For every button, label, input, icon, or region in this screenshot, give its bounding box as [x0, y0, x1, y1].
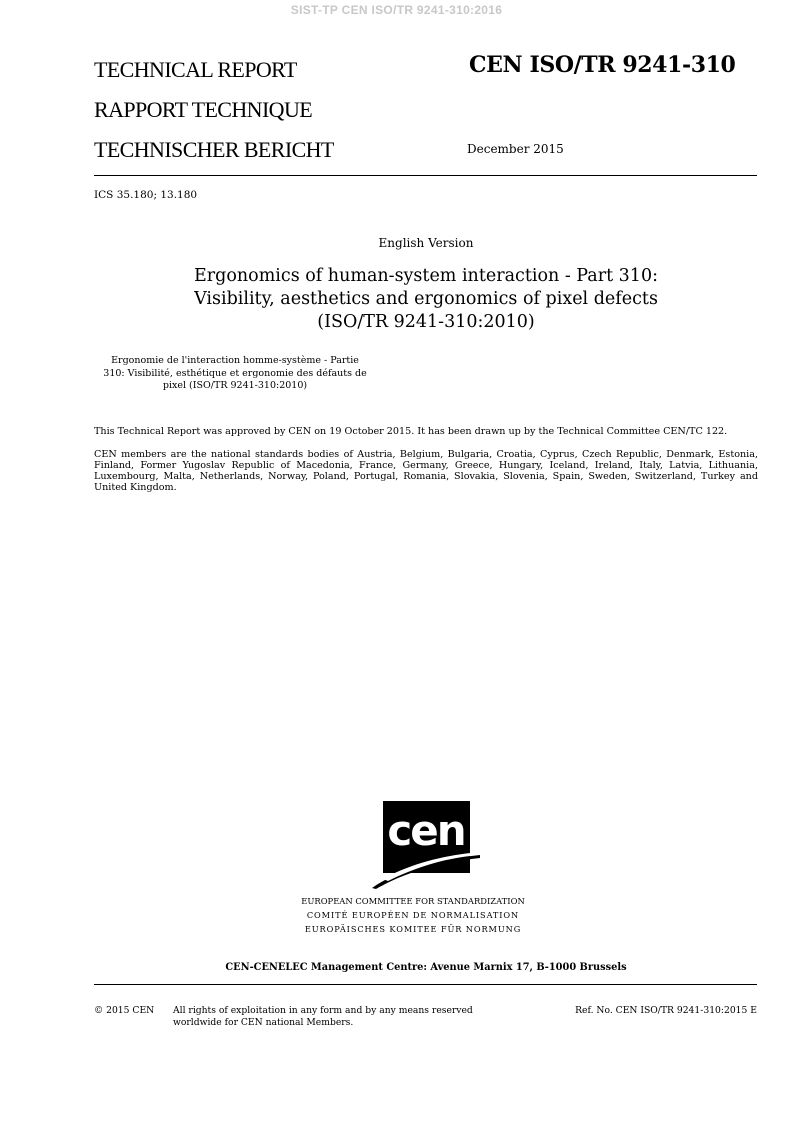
doc-type-en: TECHNICAL REPORT [94, 57, 297, 82]
approval-statement: This Technical Report was approved by CEN on 19 October 2015. It has been drawn up by the Technical Committee CEN/TC 122. [94, 426, 728, 437]
document-title [100, 265, 752, 334]
title-line-2: Visibility, aesthetics and ergonomics of pixel defects [194, 289, 658, 309]
doc-type-de: TECHNISCHER BERICHT [94, 137, 334, 162]
management-centre: CEN-CENELEC Management Centre: Avenue Marnix 17, B-1000 Brussels [225, 962, 627, 973]
reference-number: Ref. No. CEN ISO/TR 9241-310:2015 E [575, 1005, 757, 1016]
committee-name-en: EUROPEAN COMMITTEE FOR STANDARDIZATION [301, 896, 525, 906]
fr-title-line-1: Ergonomie de l'interaction homme-système - Partie [111, 355, 359, 366]
fr-title-line-2: 310: Visibilité, esthétique et ergonomie des défauts de [103, 367, 367, 379]
publication-date: December 2015 [467, 142, 564, 156]
rights-statement [173, 1005, 473, 1028]
committee-name-de: EUROPÄISCHES KOMITEE FÜR NORMUNG [304, 924, 522, 934]
standard-number: CEN ISO/TR 9241-310 [469, 52, 736, 78]
copyright: © 2015 CEN [94, 1005, 155, 1016]
cen-logo-text: cen [387, 806, 465, 855]
ics-codes: ICS 35.180; 13.180 [94, 189, 198, 201]
rights-line-2: worldwide for CEN national Members. [173, 1016, 354, 1028]
rights-line-1: All rights of exploitation in any form and by any means reserved [173, 1005, 473, 1016]
french-title [80, 355, 390, 393]
cen-logo-icon [372, 801, 482, 889]
title-line-1: Ergonomics of human-system interaction - Part 310: [194, 266, 658, 286]
header-rule [94, 175, 757, 176]
version-label: English Version [378, 236, 474, 250]
footer-rule [94, 984, 757, 985]
watermark: SIST-TP CEN ISO/TR 9241-310:2016 [290, 3, 503, 17]
title-line-3: (ISO/TR 9241-310:2010) [317, 312, 535, 332]
members-statement: CEN members are the national standards bodies of Austria, Belgium, Bulgaria, Croatia, Cyprus, Czech Republic, Denmark, Estonia, Finland, Former Yugoslav Republic of Macedonia, France, Germany, Greece, Hungary, Iceland, Ireland, Italy, Latvia, Lithuania, Luxembourg, Malta, Netherlands, Norway, Poland, Portugal, Romania, Slovakia, Slovenia, Spain, Sweden, Switzerland, Turkey and United Kingdom. [94, 449, 758, 493]
fr-title-line-3: pixel (ISO/TR 9241-310:2010) [162, 380, 308, 391]
doc-type-fr: RAPPORT TECHNIQUE [94, 97, 313, 122]
committee-name-fr: COMITÉ EUROPÉEN DE NORMALISATION [306, 910, 520, 920]
